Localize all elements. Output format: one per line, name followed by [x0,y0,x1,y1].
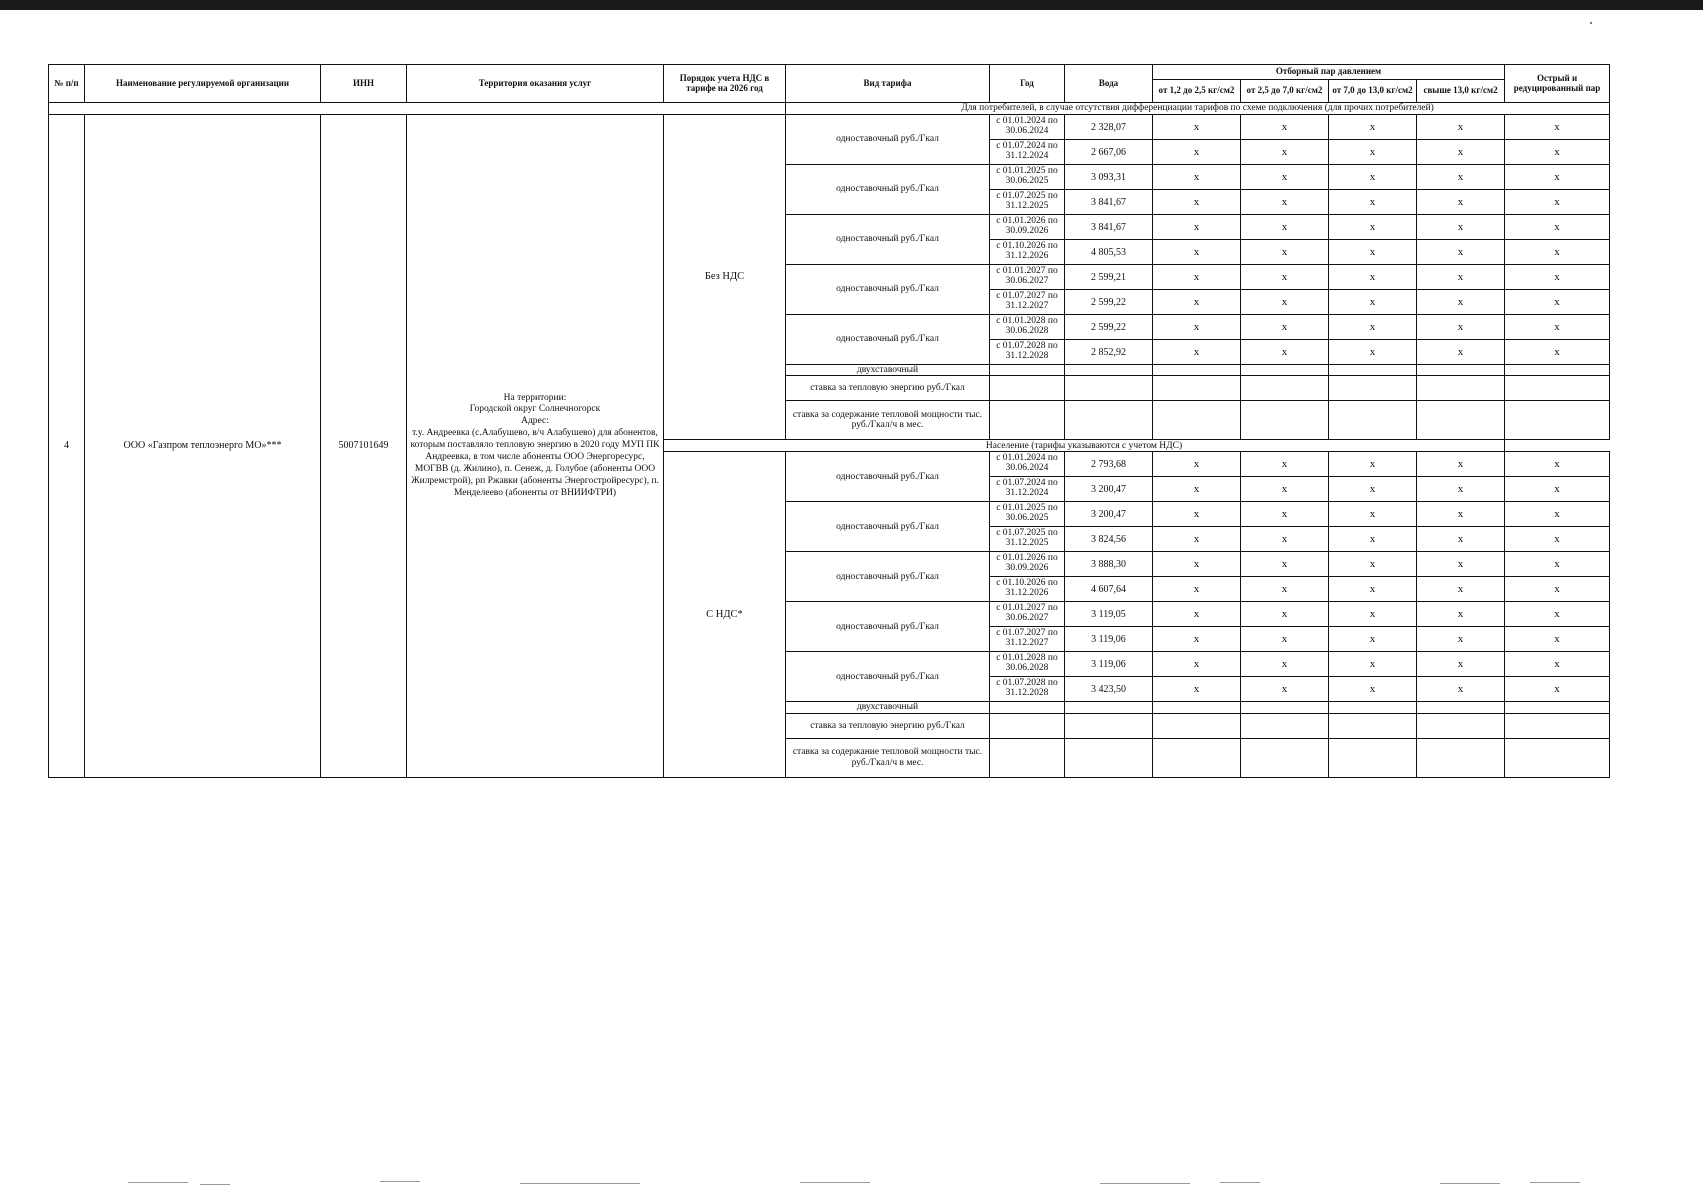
empty-cell [990,376,1065,401]
steam-2-rate: x [1241,265,1329,290]
steam-3-rate: x [1329,140,1417,165]
steam-4-rate: x [1417,315,1505,340]
header-org: Наименование регулируемой организации [85,65,321,103]
empty-cell [1505,376,1610,401]
steam-1-rate: x [1153,215,1241,240]
empty-cell [1417,713,1505,738]
steam-3-rate: x [1329,452,1417,477]
header-sharp-steam: Острый и редуцированный пар [1505,65,1610,103]
sharp-steam-rate: x [1505,115,1610,140]
steam-1-rate: x [1153,452,1241,477]
tariff-period: с 01.07.2025 по 31.12.2025 [990,190,1065,215]
territory-line: На территории: [503,392,567,403]
tariff-period: с 01.01.2026 по 30.09.2026 [990,552,1065,577]
two-part-capacity-rate: ставка за содержание тепловой мощности тыс. руб./Гкал/ч в мес. [786,738,990,777]
tariff-period: с 01.01.2024 по 30.06.2024 [990,452,1065,477]
tariff-period: с 01.01.2028 по 30.06.2028 [990,652,1065,677]
water-rate: 2 793,68 [1065,452,1153,477]
header-water: Вода [1065,65,1153,103]
empty-cell [1417,702,1505,713]
empty-cell [1065,401,1153,440]
tariff-period: с 01.07.2027 по 31.12.2027 [990,290,1065,315]
service-territory [407,115,664,778]
steam-3-rate: x [1329,190,1417,215]
steam-3-rate: x [1329,527,1417,552]
steam-4-rate: x [1417,477,1505,502]
sharp-steam-rate: x [1505,677,1610,702]
steam-2-rate: x [1241,315,1329,340]
empty-cell [1329,702,1417,713]
steam-1-rate: x [1153,577,1241,602]
steam-1-rate: x [1153,652,1241,677]
steam-3-rate: x [1329,265,1417,290]
steam-3-rate: x [1329,215,1417,240]
sharp-steam-rate: x [1505,140,1610,165]
steam-1-rate: x [1153,290,1241,315]
empty-cell [1065,376,1153,401]
sharp-steam-rate: x [1505,552,1610,577]
scan-top-edge [0,0,1703,10]
steam-1-rate: x [1153,477,1241,502]
water-rate: 3 119,06 [1065,627,1153,652]
organization-name: ООО «Газпром теплоэнерго МО»*** [85,115,321,778]
scan-artifact [520,1183,640,1184]
water-rate: 3 119,05 [1065,602,1153,627]
empty-cell [1505,702,1610,713]
empty-cell [1329,376,1417,401]
steam-3-rate: x [1329,577,1417,602]
steam-1-rate: x [1153,315,1241,340]
empty-cell [1329,365,1417,376]
empty-cell [1241,713,1329,738]
steam-4-rate: x [1417,577,1505,602]
steam-4-rate: x [1417,165,1505,190]
scan-artifact [1440,1183,1500,1184]
water-rate: 3 200,47 [1065,477,1153,502]
territory-line: Адрес: [521,416,549,427]
empty-cell [1505,738,1610,777]
steam-1-rate: x [1153,265,1241,290]
tariff-kind: одноставочный руб./Гкал [786,265,990,315]
empty-cell [1153,713,1241,738]
empty-cell [1241,702,1329,713]
steam-4-rate: x [1417,215,1505,240]
steam-4-rate: x [1417,452,1505,477]
sharp-steam-rate: x [1505,452,1610,477]
sharp-steam-rate: x [1505,190,1610,215]
header-steam-3: от 7,0 до 13,0 кг/см2 [1329,80,1417,103]
header-inn: ИНН [321,65,407,103]
empty-cell [1065,738,1153,777]
steam-4-rate: x [1417,677,1505,702]
water-rate: 3 200,47 [1065,502,1153,527]
steam-3-rate: x [1329,115,1417,140]
sharp-steam-rate: x [1505,652,1610,677]
water-rate: 3 119,06 [1065,652,1153,677]
steam-4-rate: x [1417,627,1505,652]
empty-cell [990,401,1065,440]
sharp-steam-rate: x [1505,477,1610,502]
band-spacer [49,103,786,115]
steam-3-rate: x [1329,552,1417,577]
steam-4-rate: x [1417,240,1505,265]
empty-cell [1417,376,1505,401]
steam-3-rate: x [1329,165,1417,190]
header-year: Год [990,65,1065,103]
tariff-kind: одноставочный руб./Гкал [786,215,990,265]
steam-1-rate: x [1153,240,1241,265]
scan-artifact [1220,1182,1260,1183]
water-rate: 2 852,92 [1065,340,1153,365]
steam-1-rate: x [1153,552,1241,577]
sharp-steam-rate: x [1505,340,1610,365]
steam-2-rate: x [1241,577,1329,602]
steam-2-rate: x [1241,190,1329,215]
steam-2-rate: x [1241,340,1329,365]
steam-2-rate: x [1241,477,1329,502]
empty-cell [1065,713,1153,738]
steam-2-rate: x [1241,215,1329,240]
water-rate: 3 888,30 [1065,552,1153,577]
water-rate: 3 423,50 [1065,677,1153,702]
steam-3-rate: x [1329,240,1417,265]
tariff-kind: одноставочный руб./Гкал [786,602,990,652]
tariff-period: с 01.07.2025 по 31.12.2025 [990,527,1065,552]
steam-4-rate: x [1417,527,1505,552]
water-rate: 3 093,31 [1065,165,1153,190]
steam-2-rate: x [1241,652,1329,677]
empty-cell [1241,738,1329,777]
scan-artifact [128,1182,188,1183]
steam-2-rate: x [1241,502,1329,527]
steam-4-rate: x [1417,290,1505,315]
steam-1-rate: x [1153,627,1241,652]
header-steam-2: от 2,5 до 7,0 кг/см2 [1241,80,1329,103]
steam-4-rate: x [1417,140,1505,165]
sharp-steam-rate: x [1505,165,1610,190]
two-part-capacity-rate: ставка за содержание тепловой мощности тыс. руб./Гкал/ч в мес. [786,401,990,440]
empty-cell [1505,713,1610,738]
tariff-kind: одноставочный руб./Гкал [786,115,990,165]
tariff-kind: одноставочный руб./Гкал [786,652,990,702]
header-num: № п/п [49,65,85,103]
empty-cell [1153,702,1241,713]
header-steam-1: от 1,2 до 2,5 кг/см2 [1153,80,1241,103]
steam-3-rate: x [1329,290,1417,315]
steam-4-rate: x [1417,190,1505,215]
steam-1-rate: x [1153,140,1241,165]
water-rate: 2 667,06 [1065,140,1153,165]
steam-3-rate: x [1329,652,1417,677]
steam-2-rate: x [1241,240,1329,265]
steam-3-rate: x [1329,477,1417,502]
steam-2-rate: x [1241,552,1329,577]
steam-1-rate: x [1153,502,1241,527]
territory-line: т.у. Андреевка (с.Алабушево, в/ч Алабушево) для абонентов, которым поставляло тепловую энергию в 2020 году МУП ПК Андреевка, в том числе абоненты ООО Энергоресурс, МОГВВ (д. Жилино), п. Сенеж, д. Голубое (абоненты ООО Жилремстрой), рп Ржавки (абоненты Энергостройресурс), п. Менделеево (абоненты от ВНИИФТРИ) [410,428,660,498]
row-number: 4 [49,115,85,778]
steam-3-rate: x [1329,315,1417,340]
tariff-period: с 01.07.2024 по 31.12.2024 [990,140,1065,165]
sharp-steam-rate: x [1505,502,1610,527]
steam-2-rate: x [1241,627,1329,652]
vat-order: С НДС* [664,452,786,777]
water-rate: 2 599,21 [1065,265,1153,290]
steam-3-rate: x [1329,627,1417,652]
empty-cell [1153,376,1241,401]
two-part-label: двухставочный [786,702,990,713]
header-territory: Территория оказания услуг [407,65,664,103]
water-rate: 2 599,22 [1065,290,1153,315]
tariff-period: с 01.07.2028 по 31.12.2028 [990,677,1065,702]
steam-2-rate: x [1241,165,1329,190]
steam-4-rate: x [1417,115,1505,140]
steam-3-rate: x [1329,340,1417,365]
empty-cell [990,365,1065,376]
tariff-row [49,115,1610,140]
steam-2-rate: x [1241,602,1329,627]
water-rate: 2 599,22 [1065,315,1153,340]
steam-2-rate: x [1241,140,1329,165]
steam-3-rate: x [1329,502,1417,527]
sharp-steam-rate: x [1505,240,1610,265]
tariff-period: с 01.10.2026 по 31.12.2026 [990,240,1065,265]
steam-2-rate: x [1241,290,1329,315]
tariff-kind: одноставочный руб./Гкал [786,165,990,215]
steam-2-rate: x [1241,115,1329,140]
steam-3-rate: x [1329,602,1417,627]
empty-cell [1241,401,1329,440]
vat-order: Без НДС [664,115,786,440]
empty-cell [1065,365,1153,376]
tariff-kind: одноставочный руб./Гкал [786,502,990,552]
empty-cell [1153,365,1241,376]
steam-1-rate: x [1153,165,1241,190]
steam-4-rate: x [1417,265,1505,290]
scan-speck [1590,22,1592,24]
water-rate: 3 841,67 [1065,190,1153,215]
sharp-steam-rate: x [1505,315,1610,340]
steam-2-rate: x [1241,677,1329,702]
steam-2-rate: x [1241,452,1329,477]
empty-cell [990,738,1065,777]
steam-4-rate: x [1417,552,1505,577]
header-steam-4: свыше 13,0 кг/см2 [1417,80,1505,103]
sharp-steam-rate: x [1505,627,1610,652]
empty-cell [1329,401,1417,440]
header-vat-order: Порядок учета НДС в тарифе на 2026 год [664,65,786,103]
empty-cell [1153,738,1241,777]
empty-cell [1329,738,1417,777]
empty-cell [1505,401,1610,440]
tariff-period: с 01.01.2027 по 30.06.2027 [990,602,1065,627]
section-band: Для потребителей, в случае отсутствия дифференциации тарифов по схеме подключения (для прочих потребителей) [786,103,1610,115]
tariff-period: с 01.01.2024 по 30.06.2024 [990,115,1065,140]
empty-cell [1241,365,1329,376]
tariff-kind: одноставочный руб./Гкал [786,315,990,365]
water-rate: 4 805,53 [1065,240,1153,265]
tariff-period: с 01.01.2027 по 30.06.2027 [990,265,1065,290]
empty-cell [1505,365,1610,376]
steam-1-rate: x [1153,602,1241,627]
scan-artifact [380,1181,420,1182]
tariff-period: с 01.07.2028 по 31.12.2028 [990,340,1065,365]
tariff-period: с 01.01.2028 по 30.06.2028 [990,315,1065,340]
empty-cell [1065,702,1153,713]
tariff-period: с 01.07.2027 по 31.12.2027 [990,627,1065,652]
sharp-steam-rate: x [1505,602,1610,627]
tariff-kind: одноставочный руб./Гкал [786,452,990,502]
tariff-period: с 01.10.2026 по 31.12.2026 [990,577,1065,602]
steam-4-rate: x [1417,340,1505,365]
empty-cell [1417,738,1505,777]
tariff-table [48,64,1610,778]
tariff-period: с 01.01.2026 по 30.09.2026 [990,215,1065,240]
tariff-period: с 01.07.2024 по 31.12.2024 [990,477,1065,502]
empty-cell [1241,376,1329,401]
empty-cell [1417,401,1505,440]
two-part-label: двухставочный [786,365,990,376]
section-band: Население (тарифы указываются с учетом НДС) [664,440,1505,452]
steam-1-rate: x [1153,340,1241,365]
steam-1-rate: x [1153,527,1241,552]
water-rate: 4 607,64 [1065,577,1153,602]
empty-cell [1329,713,1417,738]
steam-1-rate: x [1153,115,1241,140]
empty-cell [1417,365,1505,376]
steam-1-rate: x [1153,190,1241,215]
steam-1-rate: x [1153,677,1241,702]
steam-4-rate: x [1417,652,1505,677]
scan-artifact [200,1184,230,1185]
territory-line: Городской округ Солнечногорск [469,404,601,415]
sharp-steam-rate: x [1505,527,1610,552]
steam-2-rate: x [1241,527,1329,552]
organization-inn: 5007101649 [321,115,407,778]
sharp-steam-rate: x [1505,577,1610,602]
empty-cell [990,713,1065,738]
scan-artifact [1530,1182,1580,1183]
two-part-energy-rate: ставка за тепловую энергию руб./Гкал [786,713,990,738]
empty-cell [1153,401,1241,440]
two-part-energy-rate: ставка за тепловую энергию руб./Гкал [786,376,990,401]
steam-4-rate: x [1417,602,1505,627]
tariff-kind: одноставочный руб./Гкал [786,552,990,602]
water-rate: 3 824,56 [1065,527,1153,552]
sharp-steam-rate: x [1505,215,1610,240]
water-rate: 3 841,67 [1065,215,1153,240]
header-tariff-kind: Вид тарифа [786,65,990,103]
steam-3-rate: x [1329,677,1417,702]
scan-artifact [1100,1183,1190,1184]
scan-artifact [800,1182,870,1183]
sharp-steam-rate: x [1505,265,1610,290]
header-steam-group: Отборный пар давлением [1153,65,1505,80]
tariff-period: с 01.01.2025 по 30.06.2025 [990,165,1065,190]
sharp-steam-rate: x [1505,290,1610,315]
steam-4-rate: x [1417,502,1505,527]
empty-cell [990,702,1065,713]
water-rate: 2 328,07 [1065,115,1153,140]
tariff-period: с 01.01.2025 по 30.06.2025 [990,502,1065,527]
